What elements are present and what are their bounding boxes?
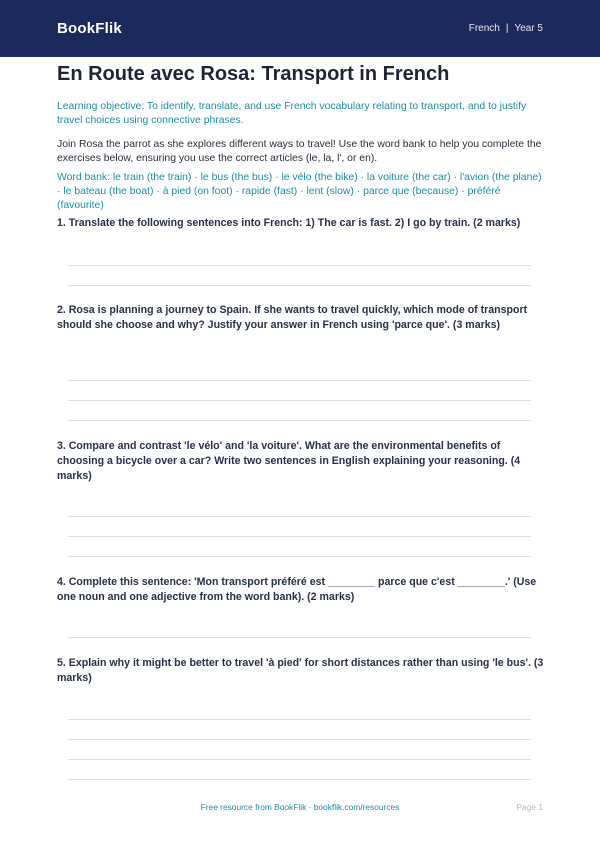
header-bar [0,0,600,57]
footer-resource-link[interactable]: Free resource from BookFlik · bookflik.com/resources [200,802,400,812]
learning-objective: Learning objective: To identify, translate, and use French vocabulary relating to transport, and to justify travel choices using connective phrases. [57,101,527,126]
question-1: 1. Translate the following sentences into French: 1) The car is fast. 2) I go by train. (2 marks) [57,217,521,229]
subject-label: French [468,23,500,34]
answer-line[interactable] [68,516,531,517]
brand-logo[interactable]: BookFlik [57,20,122,37]
answer-line[interactable] [68,779,531,780]
answer-line[interactable] [68,380,531,381]
question-3: 3. Compare and contrast 'le vélo' and 'la voiture'. What are the environmental benefits of choosing a bicycle over a car? Write two sentences in English explaining your reasoning. (4 marks) [57,440,521,482]
word-bank: Word bank: le train (the train) · le bus (the bus) · le vélo (the bike) · la voiture (the car) · l'avion (the plane) · le bateau (the boat) · à pied (on foot) · rapide (fast) · lent (slow) · parce que (because) · préféré (favourite) [57,172,542,211]
subject-year [469,23,543,34]
meta-separator: | [505,23,509,34]
answer-line[interactable] [68,759,531,760]
answer-line[interactable] [68,400,531,401]
answer-line[interactable] [68,637,531,638]
answer-line[interactable] [68,556,531,557]
question-5: 5. Explain why it might be better to travel 'à pied' for short distances rather than using 'le bus'. (3 marks) [57,657,544,684]
answer-line[interactable] [68,265,531,266]
intro-text: Join Rosa the parrot as she explores different ways to travel! Use the word bank to help you complete the exercises below, ensuring you use the correct articles (le, la, l', or en). [57,139,542,164]
question-4: 4. Complete this sentence: 'Mon transport préféré est ________ parce que c'est ________.' (Use one noun and one adjective from the word bank). (2 marks) [57,576,537,603]
answer-line[interactable] [68,536,531,537]
page-title: En Route avec Rosa: Transport in French [57,63,450,85]
question-2: 2. Rosa is planning a journey to Spain. If she wants to travel quickly, which mode of transport should she choose and why? Justify your answer in French using 'parce que'. (3 marks) [57,304,528,331]
answer-line[interactable] [68,285,531,286]
page-number: Page 1 [516,802,543,812]
year-label: Year 5 [514,23,543,34]
answer-line[interactable] [68,719,531,720]
answer-line[interactable] [68,420,531,421]
answer-line[interactable] [68,739,531,740]
